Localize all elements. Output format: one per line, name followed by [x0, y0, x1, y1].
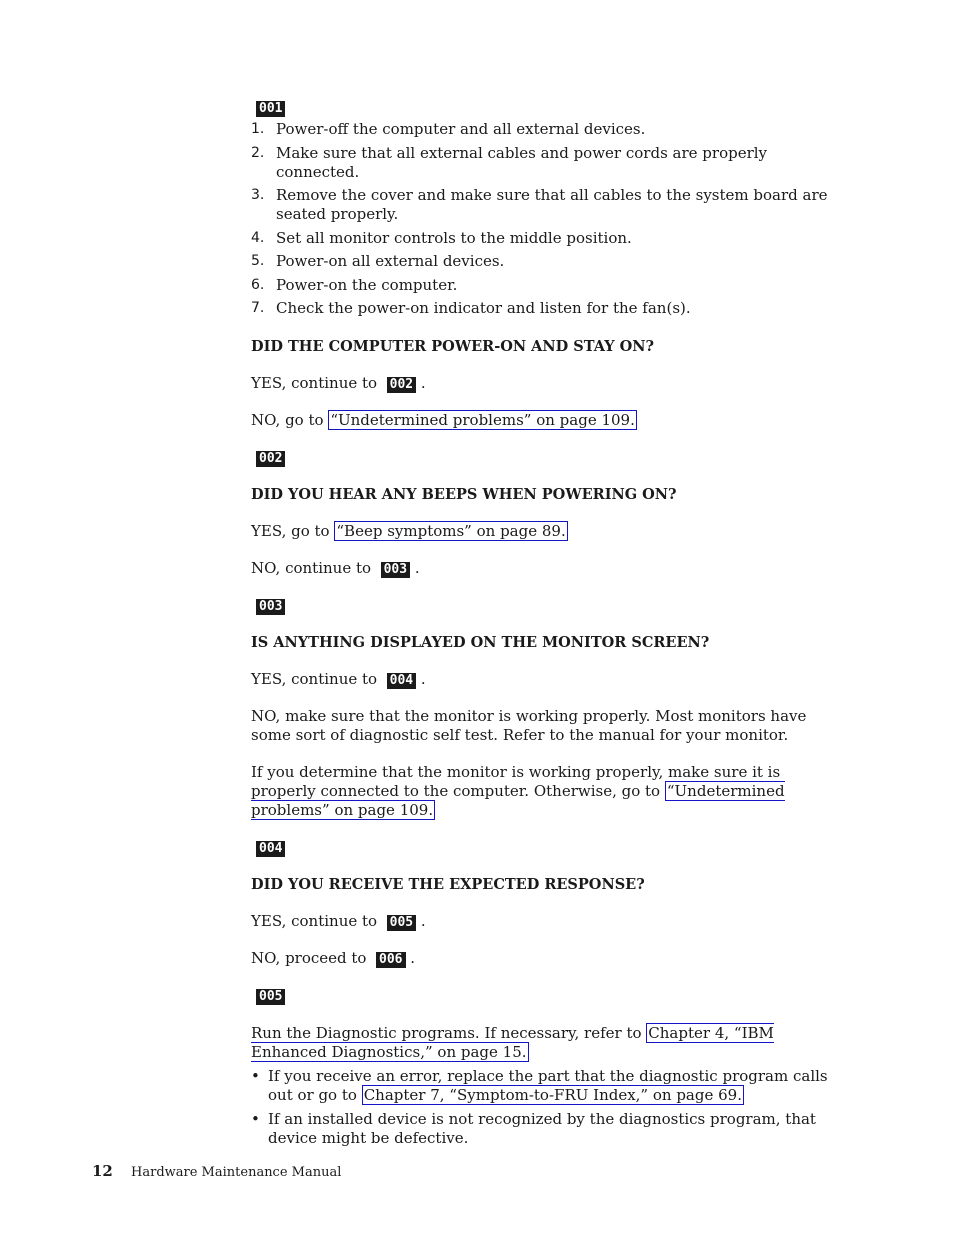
no-line: NO, proceed to 006 .: [251, 948, 416, 967]
question-heading: DID YOU HEAR ANY BEEPS WHEN POWERING ON?: [251, 485, 677, 503]
list-item: • If an installed device is not recognized by the diagnostics program, that device might be defective.: [251, 1109, 816, 1147]
list-item: 1. Power-off the computer and all external devices.: [251, 120, 646, 138]
no-line: NO, go to “Undetermined problems” on page 109.: [251, 410, 635, 429]
no-paragraph: NO, make sure that the monitor is working properly. Most monitors have some sort of diagnostic self test. Refer to the manual for your monitor.: [251, 706, 807, 744]
list-item: 6. Power-on the computer.: [251, 275, 458, 294]
step-tag-005: 005: [256, 989, 285, 1005]
step-block-003: [251, 596, 836, 820]
page-footer: [92, 1162, 341, 1180]
page-content: [251, 98, 836, 1153]
bullet-list: [251, 1067, 836, 1148]
list-item: 5. Power-on all external devices.: [251, 252, 505, 270]
symptom-fru-link[interactable]: Chapter 7, “Symptom-to-FRU Index,” on page 69.: [363, 1085, 742, 1104]
step-tag-004: 004: [256, 841, 285, 857]
question-heading: IS ANYTHING DISPLAYED ON THE MONITOR SCREEN?: [251, 633, 710, 651]
step-ref-003[interactable]: 003: [381, 562, 410, 578]
step-ref-004[interactable]: 004: [387, 673, 416, 689]
step-block-005: [251, 986, 836, 1148]
step-tag-002: 002: [256, 451, 285, 467]
bullet-icon: •: [251, 1109, 260, 1128]
list-item: 7. Check the power-on indicator and listen for the fan(s).: [251, 299, 691, 317]
step-tag-003: 003: [256, 599, 285, 615]
yes-line: YES, continue to 002 .: [251, 373, 426, 392]
no-line: NO, continue to 003 .: [251, 558, 420, 577]
undetermined-problems-link[interactable]: “Undetermined problems” on page 109.: [330, 410, 635, 429]
step-ref-006[interactable]: 006: [376, 952, 405, 968]
step-block-004: [251, 838, 836, 968]
question-heading: DID THE COMPUTER POWER-ON AND STAY ON?: [251, 337, 655, 355]
yes-line: YES, go to “Beep symptoms” on page 89.: [251, 521, 566, 540]
if-paragraph: If you determine that the monitor is working properly, make sure it is properly connected to the computer. Otherwise, go to “Undetermined problems” on page 109.: [251, 762, 785, 819]
step-tag-001: 001: [256, 101, 285, 117]
list-item: 3. Remove the cover and make sure that all cables to the system board are seated properly.: [251, 186, 828, 223]
diagnostics-chapter-link[interactable]: Chapter 4, “IBM Enhanced Diagnostics,” on page 15.: [251, 1023, 774, 1061]
manual-title: Hardware Maintenance Manual: [131, 1165, 342, 1180]
step-list: [251, 120, 836, 318]
list-item: • If you receive an error, replace the part that the diagnostic program calls out or go to Chapter 7, “Symptom-to-FRU Index,” on page 69.: [251, 1066, 828, 1104]
yes-line: YES, continue to 004 .: [251, 669, 426, 688]
step-block-001: [251, 98, 836, 430]
yes-line: YES, continue to 005 .: [251, 911, 426, 930]
step-ref-005[interactable]: 005: [387, 915, 416, 931]
beep-symptoms-link[interactable]: “Beep symptoms” on page 89.: [336, 521, 566, 540]
undetermined-problems-link[interactable]: “Undetermined problems” on page 109.: [251, 781, 785, 819]
list-item: 4. Set all monitor controls to the middle position.: [251, 228, 632, 247]
question-heading: DID YOU RECEIVE THE EXPECTED RESPONSE?: [251, 875, 645, 893]
run-paragraph: Run the Diagnostic programs. If necessary, refer to Chapter 4, “IBM Enhanced Diagnostics,” on page 15.: [251, 1023, 774, 1061]
bullet-icon: •: [251, 1066, 260, 1085]
page-number: 12: [92, 1162, 113, 1180]
step-ref-002[interactable]: 002: [387, 377, 416, 393]
list-item: 2. Make sure that all external cables and power cords are properly connected.: [251, 143, 768, 181]
step-block-002: [251, 448, 836, 578]
